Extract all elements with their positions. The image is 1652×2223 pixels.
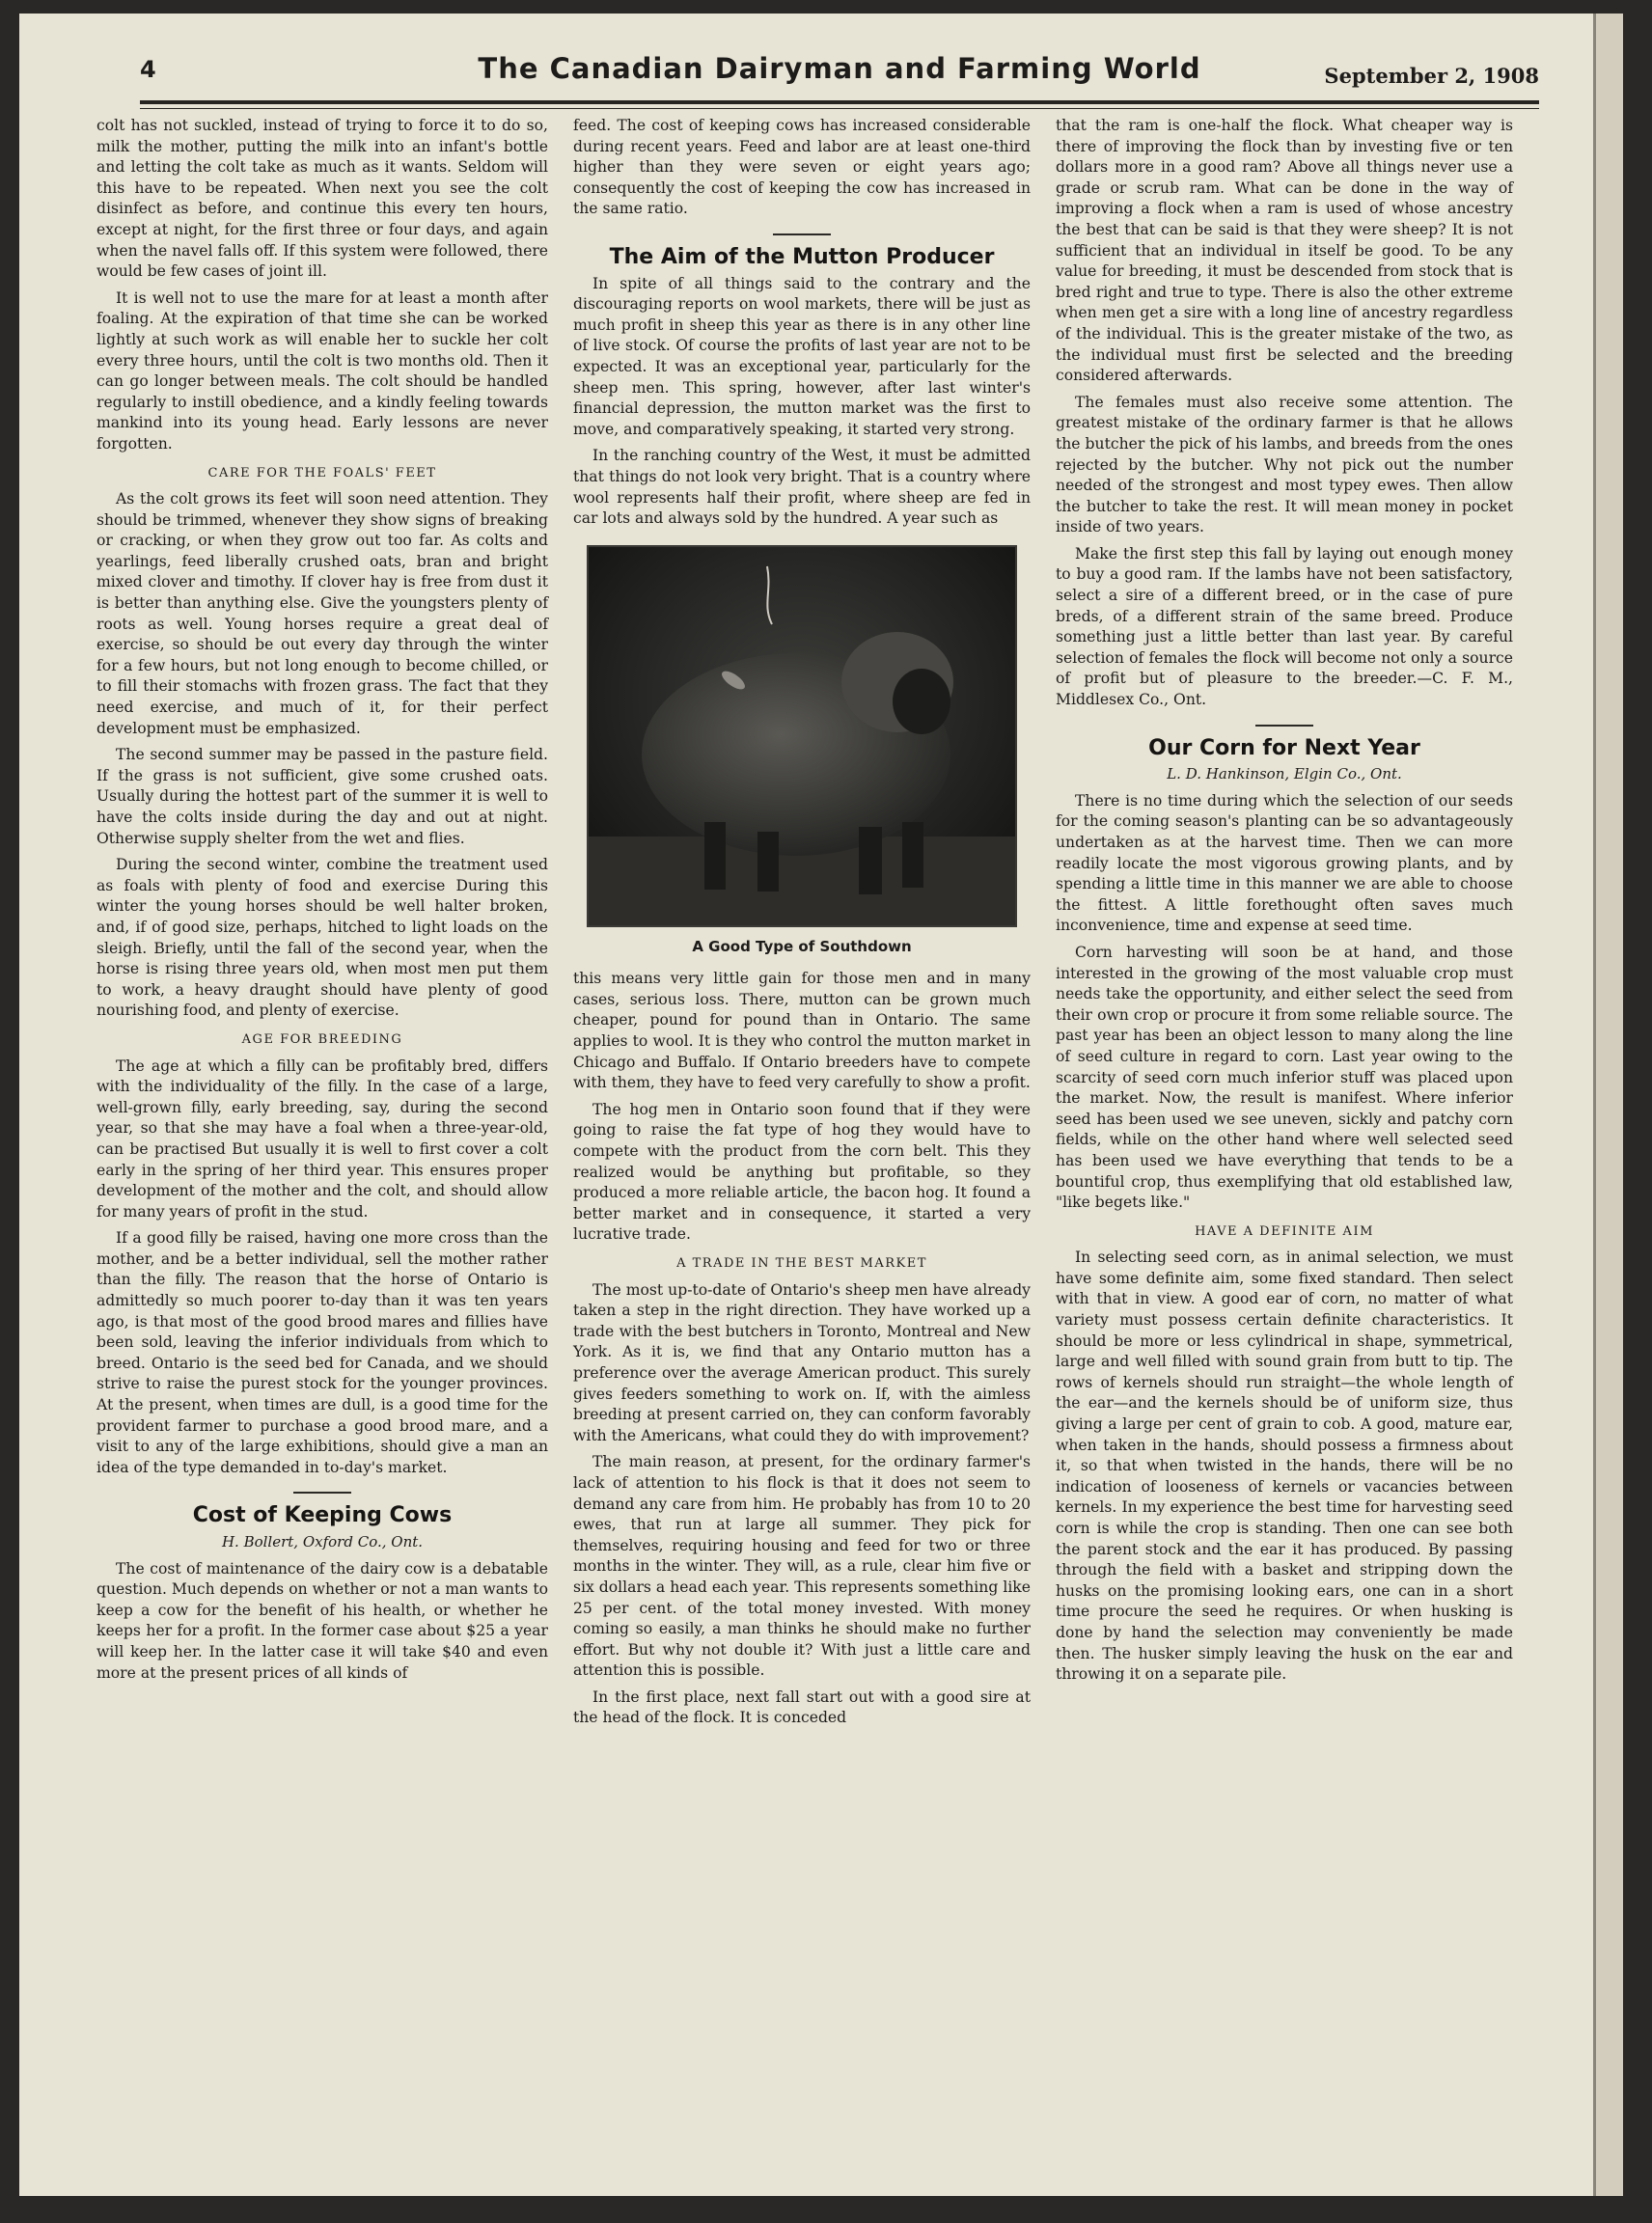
- paragraph: feed. The cost of keeping cows has increased considerable during recent years. Feed and labor are at least one-third higher than they were seven or eight years ago; consequently the cost of keeping the cow has increased in the same ratio.: [573, 117, 1031, 218]
- article-title: Our Corn for Next Year: [1148, 735, 1420, 760]
- section-separator: [293, 1492, 351, 1494]
- paragraph: In the first place, next fall start out with a good sire at the head of the flock. It is conceded: [573, 1688, 1031, 1727]
- subheading: AGE FOR BREEDING: [241, 1031, 403, 1047]
- paragraph: colt has not suckled, instead of trying to force it to do so, milk the mother, putting the milk into an infant's bottle and letting the colt take as much as it wants. Seldom will this have to be repeated. When next you see the colt disinfect as before, and continue this every ten hours, except at night, for the first three or four days, and again when the navel falls off. If this system were followed, there would be few cases of joint ill.: [96, 117, 548, 281]
- paragraph: The second summer may be passed in the pasture field. If the grass is not sufficient, give some crushed oats. Usually during the hottest part of the summer it is well to have the colts inside during the day and out at night. Otherwise supply shelter from the wet and flies.: [96, 746, 548, 847]
- paragraph: It is well not to use the mare for at least a month after foaling. At the expiration of that time she can be worked lightly at such work as will enable her to suckle her colt every three hours, until the colt is two months old. Then it can go longer between meals. The colt should be handled regularly to instill obedience, and a kindly feeling towards mankind into its young head. Early lessons are never forgotten.: [96, 288, 548, 453]
- page-number: 4: [140, 56, 156, 83]
- paragraph: In spite of all things said to the contrary and the discouraging reports on wool markets, there will be just as much profit in sheep this year as there is in any other line of live stock. Of course the profits of last year are not to be expected. It was an exceptional year, particularly for the sheep men. This spring, however, after last winter's financial depression, the mutton market was the first to move, and comparatively speaking, it started very strong.: [573, 274, 1031, 438]
- masthead-rule-thin: [140, 108, 1539, 109]
- paragraph: As the colt grows its feet will soon need attention. They should be trimmed, whenever they show signs of breaking or cracking, or when they grow out too far. As colts and yearlings, feed liberally crushed oats, bran and bright mixed clover and timothy. If clover hay is free from dust it is better than anything else. Give the youngsters plenty of roots as well. Young horses require a great deal of exercise, so should be out every day through the winter for a few hours, but not long enough to become chilled, or to fill their stomachs with frozen grass. The fact that they need exercise, and much of it, for their perfect development must be emphasized.: [96, 490, 548, 737]
- column-3: [1056, 116, 1513, 1691]
- paragraph: Corn harvesting will soon be at hand, and those interested in the growing of the most valuable crop must needs take the opportunity, and either select the seed from their own crop or procure it from some reliable source. The past year has been an object lesson to many along the line of seed culture in regard to corn. Last year owing to the scarcity of seed corn much inferior stuff was placed upon the market. Now, the result is manifest. Where inferior seed has been used we see uneven, sickly and patchy corn fields, while on the other hand where well selected seed has been used we have everything that tends to be a bountiful crop, thus exemplifying that old established law, "like begets like.": [1056, 943, 1513, 1212]
- masthead-rule: [140, 100, 1539, 104]
- paragraph: The main reason, at present, for the ordinary farmer's lack of attention to his flock is that it does not seem to demand any care from him. He probably has from 10 to 20 ewes, that run at large all summer. They pick for themselves, requiring housing and feed for two or three months in the winter. They will, as a rule, clear him five or six dollars a head each year. This represents something like 25 per cent. of the total money invested. With money coming so easily, a man thinks he should make no further effort. But why not double it? With just a little care and attention this is possible.: [573, 1453, 1031, 1680]
- paragraph: In the ranching country of the West, it must be admitted that things do not look very bright. That is a country where wool represents half their profit, where sheep are fed in car lots and always sold by the hundred. A year such as: [573, 447, 1031, 528]
- paragraph: In selecting seed corn, as in animal selection, we must have some definite aim, some fixed standard. Then select with that in view. A good ear of corn, no matter of what variety must possess certain definite characteristics. It should be more or less cylindrical in shape, symmetrical, large and well filled with sound grain from butt to tip. The rows of kernels should run straight—the whole length of the ear—and the kernels should be of uniform size, thus giving a large per cent of grain to cob. A good, mature ear, when taken in the hands, should possess a firmness about it, so that when twisted in the hands, there will be no indication of looseness of kernels or vacancies between kernels. In my experience the best time for harvesting seed corn is while the crop is standing. Then one can see both the parent stock and the ear it has produced. By passing through the field with a basket and stripping down the husks on the promising looking ears, one can in a short time procure the seed he requires. Or when husking is done by hand the selection may conveniently be made then. The husker simply leaving the husk on the ear and throwing it on a separate pile.: [1056, 1249, 1513, 1684]
- section-separator: [773, 233, 831, 235]
- byline: H. Bollert, Oxford Co., Ont.: [221, 1533, 424, 1551]
- article-title: The Aim of the Mutton Producer: [609, 244, 995, 269]
- article-title: Cost of Keeping Cows: [192, 1503, 453, 1528]
- byline: L. D. Hankinson, Elgin Co., Ont.: [1167, 765, 1402, 783]
- subheading: A TRADE IN THE BEST MARKET: [676, 1256, 927, 1271]
- subheading: CARE FOR THE FOALS' FEET: [207, 465, 437, 480]
- paragraph: The cost of maintenance of the dairy cow is a debatable question. Much depends on whether or not a man wants to keep a cow for the benefit of his health, or whether he keeps her for a profit. In the former case about $25 a year will keep her. In the latter case it will take $40 and even more at the present prices of all kinds of: [96, 1559, 548, 1682]
- paragraph: that the ram is one-half the flock. What cheaper way is there of improving the flock than by investing five or ten dollars more in a good ram? Above all things never use a grade or scrub ram. What can be done in the way of improving a flock when a ram is used of whose ancestry the best that can be said is that they were sheep? It is not sufficient that an individual in itself be good. To be any value for breeding, it must be descended from stock that is bred right and true to type. There is also the other extreme when men get a sire with a long line of ancestry regardless of the individual. This is the greater mistake of the two, as the individual must first be selected and the breeding considered afterwards.: [1056, 117, 1513, 385]
- photo-caption: A Good Type of Southdown: [692, 937, 912, 955]
- sheep-photograph: [587, 545, 1017, 927]
- issue-date: September 2, 1908: [1324, 64, 1539, 88]
- column-1: [96, 116, 548, 1689]
- paragraph: If a good filly be raised, having one more cross than the mother, and be a better individual, sell the mother rather than the filly. The reason that the horse of Ontario is admittedly so much poorer to-day than it was ten years ago, is that most of the good brood mares and fillies have been sold, leaving the inferior individuals from which to breed. Ontario is the seed bed for Canada, and we should strive to raise the purest stock for the younger provinces. At the present, when times are dull, is a good time for the provident farmer to purchase a good brood mare, and a visit to any of the large exhibitions, should give a man an idea of the type demanded in to-day's market.: [96, 1229, 548, 1476]
- section-separator: [1255, 725, 1313, 727]
- newspaper-title: The Canadian Dairyman and Farming World: [478, 52, 1201, 85]
- subheading: HAVE A DEFINITE AIM: [1195, 1223, 1374, 1239]
- newspaper-page: [19, 14, 1623, 2196]
- paragraph: The most up-to-date of Ontario's sheep men have already taken a step in the right direction. They have worked up a trade with the best butchers in Toronto, Montreal and New York. As it is, we find that any Ontario mutton has a preference over the average American product. This surely gives feeders something to work on. If, with the aimless breeding at present carried on, they can conform favorably with the Americans, what could they do with improvement?: [573, 1280, 1031, 1444]
- paragraph: The females must also receive some attention. The greatest mistake of the ordinary farmer is that he allows the butcher the pick of his lambs, and breeds from the ones rejected by the butcher. Why not pick out the number needed of the strongest and most typey ewes. Then allow the butcher to take the rest. It will mean money in pocket inside of two years.: [1056, 393, 1513, 536]
- paragraph: Make the first step this fall by laying out enough money to buy a good ram. If the lambs have not been satisfactory, select a sire of a different breed, or in the case of pure breds, of a different strain of the same breed. Produce something just a little better than last year. By careful selection of females the flock will become not only a source of profit but of pleasure to the breeder.—C. F. M., Middlesex Co., Ont.: [1056, 544, 1513, 709]
- paragraph: During the second winter, combine the treatment used as foals with plenty of food and exercise During this winter the young horses should be well halter broken, and, if of good size, perhaps, hitched to light loads on the sleigh. Briefly, until the fall of the second year, when the horse is rising three years old, when most men put them to work, a heavy draught should have plenty of good nourishing food, and plenty of exercise.: [96, 856, 548, 1020]
- southdown-sheep-image: [589, 547, 1015, 925]
- paragraph: There is no time during which the selection of our seeds for the coming season's planting can be so advantageously undertaken as at the harvest time. Then we can more readily locate the most vigorous growing plants, and by spending a little time in this manner we are able to choose the fittest. A little forethought often saves much inconvenience, time and expense at seed time.: [1056, 791, 1513, 935]
- column-2: [573, 116, 1031, 1735]
- binding-edge: [1593, 14, 1623, 2196]
- masthead: [140, 48, 1539, 116]
- paragraph: this means very little gain for those men and in many cases, serious loss. There, mutton can be grown much cheaper, pound for pound than in Ontario. The same applies to wool. It is they who control the mutton market in Chicago and Buffalo. If Ontario breeders have to compete with them, they have to feed very carefully to show a profit.: [573, 970, 1031, 1092]
- paragraph: The age at which a filly can be profitably bred, differs with the individuality of the filly. In the case of a large, well-grown filly, early breeding, say, during the second year, so that she may have a foal when a three-year-old, can be practised But usually it is well to first cover a colt early in the spring of her third year. This ensures proper development of the mother and the colt, and should allow for many years of profit in the stud.: [96, 1057, 548, 1221]
- paragraph: The hog men in Ontario soon found that if they were going to raise the fat type of hog they would have to compete with the product from the corn belt. This they realized would be anything but profitable, so they produced a more reliable article, the bacon hog. It found a better market and in consequence, it started a very lucrative trade.: [573, 1100, 1031, 1244]
